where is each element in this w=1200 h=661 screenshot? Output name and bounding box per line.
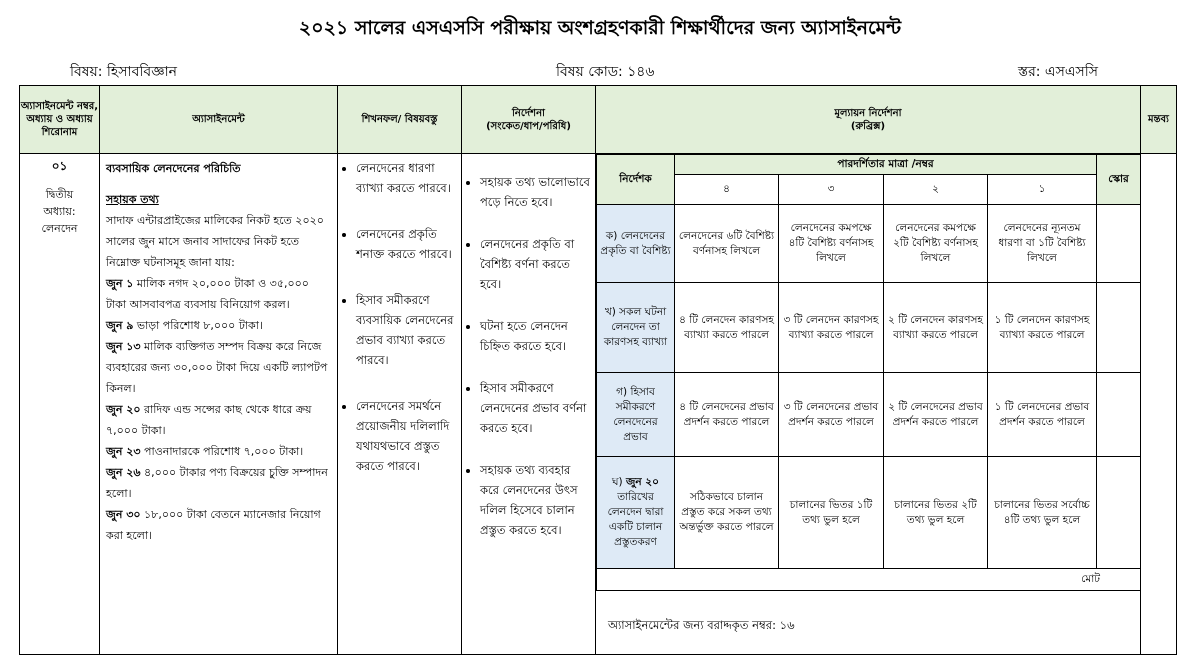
- header-instructions: [462, 86, 596, 154]
- event-item: [106, 336, 331, 399]
- rubric-descriptor: ২ টি লেনদেন কারণসহ ব্যাখ্যা করতে পারলে: [884, 283, 988, 373]
- rubric-total: মোট: [597, 569, 1141, 591]
- event-date: জুন ৯: [106, 319, 134, 332]
- rubric-level-header: পারদর্শিতার মাত্রা /নম্বর: [675, 155, 1097, 175]
- outcome-item: • লেনদেনের প্রকৃতি শনাক্ত করতে পারবে।: [356, 224, 457, 264]
- rubric-table: [596, 154, 1141, 591]
- rubric-row: [597, 373, 1141, 457]
- rubric-row: [597, 283, 1141, 373]
- rubric-descriptor: ১ টি লেনদেনের প্রভাব প্রদর্শন করতে পারলে: [988, 373, 1097, 457]
- remarks-cell: [1141, 154, 1177, 655]
- instruction-item: • লেনদেনের প্রকৃতি বা বৈশিষ্ট্য বর্ণনা করতে হবে।: [480, 234, 591, 294]
- rubric-level: ২: [884, 175, 988, 205]
- header-remarks: মন্তব্য: [1141, 86, 1177, 154]
- rubric-descriptor: লেনদেনের ৬টি বৈশিষ্ট্য বর্ণনাসহ লিখলে: [675, 205, 779, 283]
- event-item: [106, 504, 331, 546]
- rubric-criterion-part: তারিখের লেনদেন দ্বারা একটি চালান প্রস্তুতকরণ: [607, 491, 664, 548]
- rubric-level: ৩: [779, 175, 884, 205]
- rubric-descriptor: লেনদেনের কমপক্ষে ২টি বৈশিষ্ট্য বর্ণনাসহ লিখলে: [884, 205, 988, 283]
- header-instructions-title: নির্দেশনা: [512, 107, 545, 119]
- header-outcomes: শিখনফল/ বিষয়বস্তু: [338, 86, 462, 154]
- instruction-item: • ঘটনা হতে লেনদেন চিহ্নিত করতে হবে।: [480, 316, 591, 356]
- rubric-criterion: [597, 457, 675, 569]
- event-date: জুন ২৬: [106, 466, 141, 479]
- rubric-criterion: ক) লেনদেনের প্রকৃতি বা বৈশিষ্ট্য: [597, 205, 675, 283]
- event-text: ৪,০০০ টাকার পণ্য বিক্রয়ের চুক্তি সম্পাদন হলো।: [106, 466, 328, 500]
- rubric-descriptor: ৪ টি লেনদেনের প্রভাব প্রদর্শন করতে পারলে: [675, 373, 779, 457]
- rubric-descriptor: সঠিকভাবে চালান প্রস্তুত করে সকল তথ্য অন্তর্ভুক্ত করতে পারলে: [675, 457, 779, 569]
- chapter-title: দ্বিতীয় অধ্যায়: লেনদেন: [41, 188, 78, 235]
- outcome-item: • লেনদেনের সমর্থনে প্রয়োজনীয় দলিলাদি যথাযথভাবে প্রস্তুত করতে পারবে।: [356, 396, 457, 476]
- rubric-criterion-header: নির্দেশক: [597, 155, 675, 205]
- event-date: জুন ২৩: [106, 445, 141, 458]
- assignment-intro: সাদাফ এন্টারপ্রাইজের মালিকের নিকট হতে ২০২০ সালের জুন মাসে জনাব সাদাফের নিকট হতে নিম্নোক্ত ঘটনাসমূহ জানা যায়:: [106, 214, 324, 269]
- event-date: জুন ১৩: [106, 340, 141, 353]
- instructions-cell: [462, 154, 596, 655]
- event-text: ১৮,০০০ টাকা বেতনে ম্যানেজার নিয়োগ করা হলো।: [106, 508, 321, 542]
- rubric-descriptor: চালানের ভিতর সর্বোচ্চ ৪টি তথ্য ভুল হলে: [988, 457, 1097, 569]
- allotted-marks: অ্যাসাইনমেন্টের জন্য বরাদ্দকৃত নম্বর: ১৬: [608, 618, 795, 632]
- rubric-score: [1097, 457, 1141, 569]
- rubric-descriptor: লেনদেনের ন্যূনতম ধারণা বা ১টি বৈশিষ্ট্য লিখলে: [988, 205, 1097, 283]
- rubric-level: ৪: [675, 175, 779, 205]
- rubric-row: [597, 457, 1141, 569]
- rubric-score: [1097, 283, 1141, 373]
- event-date: জুন ১: [106, 277, 134, 290]
- assignment-heading: ব্যবসায়িক লেনদেনের পরিচিতি: [106, 162, 241, 175]
- event-text: মালিক ব্যক্তিগত সম্পদ বিক্রয় করে নিজে ব্যবহারের জন্য ৩০,০০০ টাকা দিয়ে একটি ল্যাপটপ কিনল।: [106, 340, 328, 395]
- event-list: [106, 273, 331, 546]
- event-text: ভাড়া পরিশোধ ৮,০০০ টাকা।: [133, 319, 263, 332]
- assignment-table: [19, 85, 1177, 655]
- rubric-criterion-part: জুন ২০: [625, 476, 659, 488]
- rubric-row: [597, 205, 1141, 283]
- rubric-descriptor: চালানের ভিতর ২টি তথ্য ভুল হলে: [884, 457, 988, 569]
- instruction-item: • হিসাব সমীকরণে লেনদেনের প্রভাব বর্ণনা করতে হবে।: [480, 378, 591, 438]
- subject-label: বিষয়: হিসাববিজ্ঞান: [70, 64, 178, 80]
- rubric-cell: [596, 154, 1141, 655]
- instruction-item: • সহায়ক তথ্য ব্যবহার করে লেনদেনের উৎস দলিল হিসেবে চালান প্রস্তুত করতে হবে।: [480, 460, 591, 540]
- outcomes-list: [338, 154, 461, 476]
- outcome-item: • হিসাব সমীকরণে ব্যবসায়িক লেনদেনের প্রভাব ব্যাখ্যা করতে পারবে।: [356, 290, 457, 370]
- assignment-number-cell: [20, 154, 100, 655]
- subject-code-label: বিষয় কোড: ১৪৬: [556, 64, 655, 80]
- rubric-descriptor: লেনদেনের কমপক্ষে ৪টি বৈশিষ্ট্য বর্ণনাসহ লিখলে: [779, 205, 884, 283]
- event-date: জুন ৩০: [106, 508, 141, 521]
- rubric-descriptor: ২ টি লেনদেনের প্রভাব প্রদর্শন করতে পারলে: [884, 373, 988, 457]
- rubric-score-header: স্কোর: [1097, 155, 1141, 205]
- header-assignment: অ্যাসাইনমেন্ট: [100, 86, 338, 154]
- header-evaluation: [596, 86, 1141, 154]
- page-title: ২০২১ সালের এসএসসি পরীক্ষায় অংশগ্রহণকারী শিক্ষার্থীদের জন্য অ্যাসাইনমেন্ট: [298, 17, 902, 39]
- event-text: মালিক নগদ ২০,০০০ টাকা ও ৩৫,০০০ টাকা আসবাবপত্র ব্যবসায় বিনিয়োগ করল।: [106, 277, 309, 311]
- rubric-criterion: খ) সকল ঘটনা লেনদেন তা কারণসহ ব্যাখ্যা: [597, 283, 675, 373]
- event-item: [106, 399, 331, 441]
- event-text: পাওনাদারকে পরিশোধ ৭,০০০ টাকা।: [140, 445, 304, 458]
- event-text: রাদিফ এন্ড সন্সের কাছ থেকে ধারে ক্রয় ৭,০০০ টাকা।: [106, 403, 312, 437]
- event-item: [106, 462, 331, 504]
- outcome-item: • লেনদেনের ধারণা ব্যাখ্যা করতে পারবে।: [356, 158, 457, 198]
- header-assignment-number: অ্যাসাইনমেন্ট নম্বর, অধ্যায় ও অধ্যায় শিরোনাম: [20, 86, 100, 154]
- instructions-list: [462, 154, 595, 540]
- event-item: [106, 315, 331, 336]
- rubric-score: [1097, 205, 1141, 283]
- rubric-descriptor: চালানের ভিতর ১টি তথ্য ভুল হলে: [779, 457, 884, 569]
- rubric-descriptor: ৩ টি লেনদেনের প্রভাব প্রদর্শন করতে পারলে: [779, 373, 884, 457]
- rubric-level: ১: [988, 175, 1097, 205]
- event-item: [106, 273, 331, 315]
- rubric-descriptor: ১ টি লেনদেন কারণসহ ব্যাখ্যা করতে পারলে: [988, 283, 1097, 373]
- rubric-descriptor: ৪ টি লেনদেন কারণসহ ব্যাখ্যা করতে পারলে: [675, 283, 779, 373]
- assignment-cell: [100, 154, 338, 655]
- event-item: [106, 441, 331, 462]
- rubric-score: [1097, 373, 1141, 457]
- outcomes-cell: [338, 154, 462, 655]
- rubric-descriptor: ৩ টি লেনদেন কারণসহ ব্যাখ্যা করতে পারলে: [779, 283, 884, 373]
- assignment-number: ০১: [51, 159, 68, 173]
- header-evaluation-title: মূল্যায়ন নির্দেশনা: [834, 107, 902, 119]
- info-heading: সহায়ক তথ্য: [106, 193, 159, 206]
- instruction-item: • সহায়ক তথ্য ভালোভাবে পড়ে নিতে হবে।: [480, 172, 591, 212]
- level-label: স্তর: এসএসসি: [1018, 64, 1098, 80]
- header-evaluation-sub: (রুব্রিক্স): [850, 120, 886, 132]
- event-date: জুন ২০: [106, 403, 141, 416]
- header-instructions-sub: (সংকেত/ধাপ/পরিধি): [486, 120, 571, 132]
- rubric-criterion: গ) হিসাব সমীকরণে লেনদেনের প্রভাব: [597, 373, 675, 457]
- rubric-criterion-part: ঘ): [612, 476, 626, 488]
